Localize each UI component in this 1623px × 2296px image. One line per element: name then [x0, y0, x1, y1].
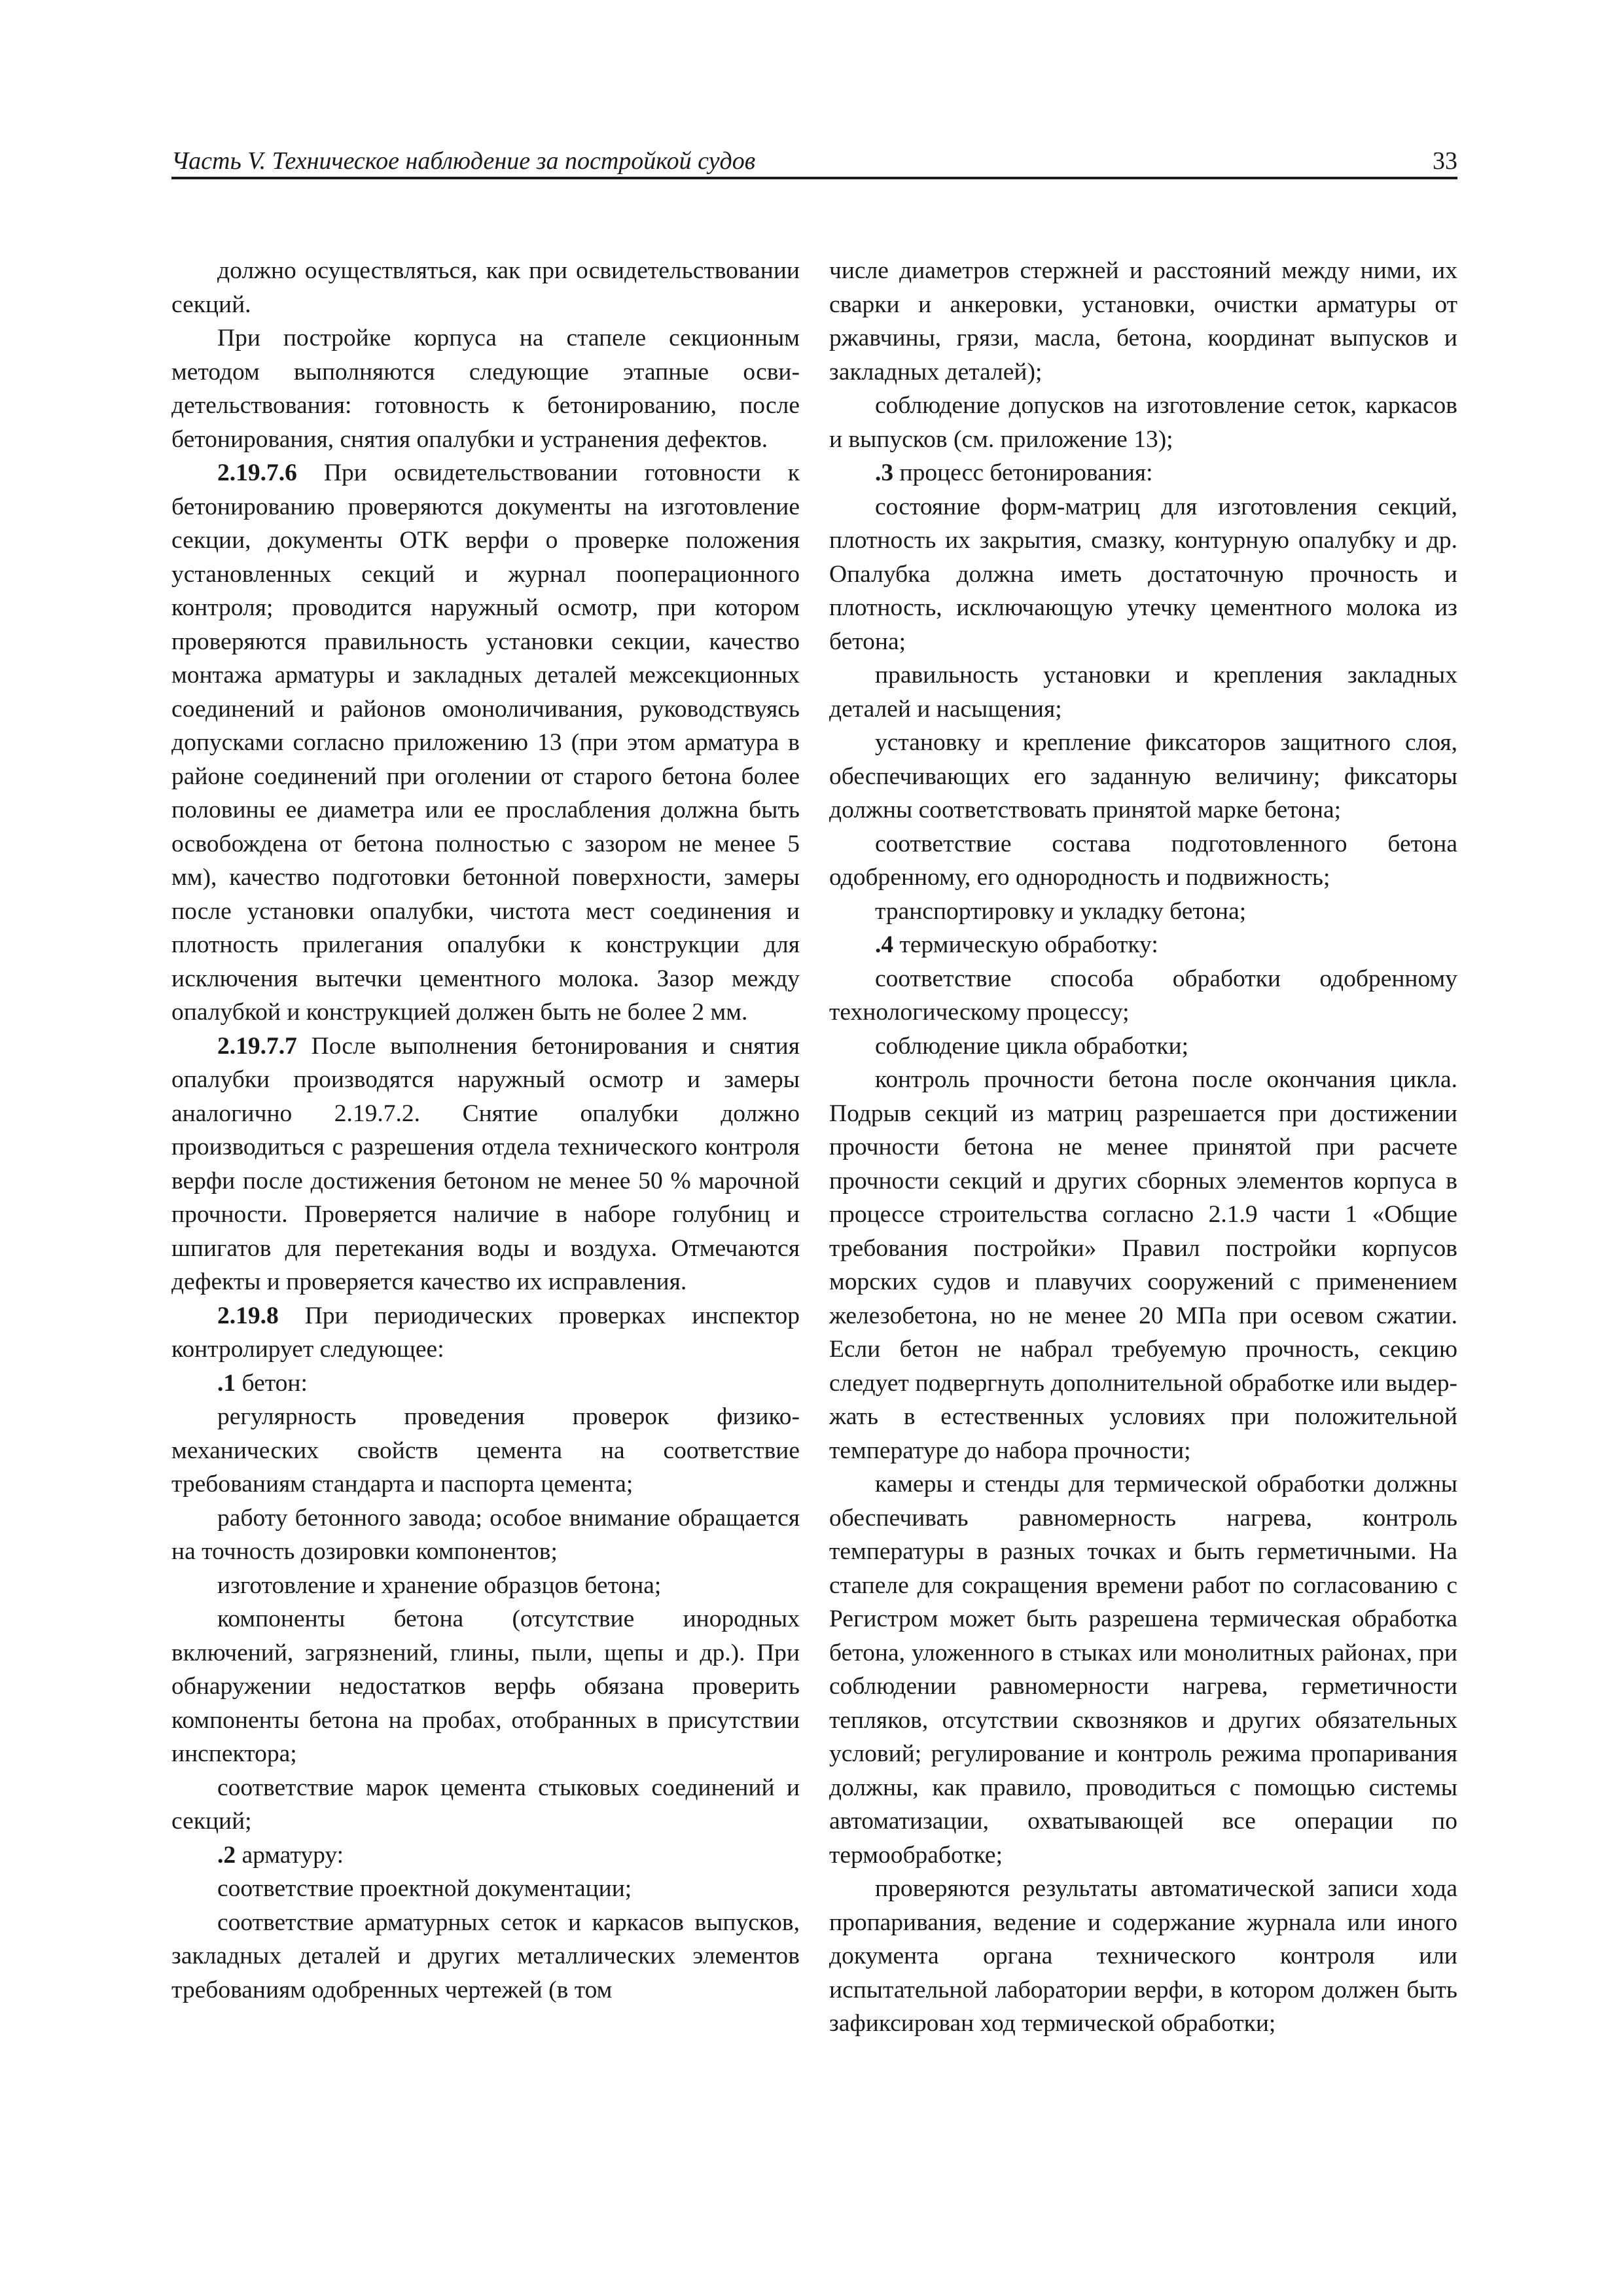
paragraph	[171, 1602, 800, 1771]
clause-number: .3	[875, 459, 894, 486]
paragraph-text: соответствие арматурных сеток и каркасов выпусков, закладных деталей и других металлических элементов требованиям одобренных чертежей (в том	[171, 1909, 800, 2003]
paragraph	[171, 456, 800, 1030]
clause-number: .4	[875, 931, 894, 958]
paragraph	[829, 827, 1457, 895]
paragraph	[171, 1906, 800, 2007]
paragraph	[829, 1030, 1457, 1064]
paragraph	[829, 1467, 1457, 1872]
running-header	[171, 145, 1457, 177]
page-number: 33	[1433, 147, 1457, 175]
paragraph-text: изготовление и хранение образцов бетона;	[217, 1571, 662, 1599]
paragraph-text: соблюдение допусков на изготовление сеток, каркасов и выпусков (см. приложение 13);	[829, 392, 1457, 453]
header-title: Часть V. Техническое наблюдение за постройкой судов	[171, 147, 756, 175]
paragraph	[171, 1030, 800, 1299]
paragraph-text: соответствие проектной документации;	[217, 1875, 632, 1902]
paragraph-text: установку и крепление фиксаторов защитного слоя, обеспечивающих его заданную величину; фиксаторы должны соответствовать принятой марке бетона;	[829, 729, 1457, 823]
paragraph-text: проверяются результаты автоматической записи хода пропаривания, ведение и содержание журнала или иного документа органа технического контроля или испытательной лаборатории верфи, в котором должен быть зафиксирован ход термической обработки;	[829, 1875, 1457, 2037]
paragraph	[171, 254, 800, 321]
right-column	[829, 254, 1457, 2041]
left-column	[171, 254, 800, 2007]
paragraph	[829, 490, 1457, 659]
paragraph-text: работу бетонного завода; особое внимание обращается на точность дозировки компонентов;	[171, 1504, 800, 1565]
clause-number: 2.19.7.6	[217, 459, 297, 486]
clause-number: 2.19.8	[217, 1302, 279, 1329]
paragraph	[829, 456, 1457, 490]
paragraph-text: должно осуществляться, как при освидетельствовании секций.	[171, 257, 800, 318]
paragraph	[829, 1872, 1457, 2041]
paragraph	[829, 254, 1457, 389]
paragraph	[171, 1299, 800, 1367]
paragraph-text: камеры и стенды для термической обработки должны обеспечивать равномерность нагрева, контроль температуры в разных точках и быть герметичными. На стапеле для сокращения времени работ по согласованию с Регистром может быть разрешена термическая обработка бетона, уложенного в стыках или монолитных районах, при соблюдении равномерности нагрева, герметичности тепляков, отсутствии сквозняков и других обязательных условий; регулирование и контроль режима пропаривания должны, как правило, проводиться с помощью системы автоматизации, охватывающей все операции по термообработке;	[829, 1471, 1457, 1869]
paragraph	[171, 1367, 800, 1401]
paragraph-text: соблюдение цикла обработки;	[875, 1032, 1188, 1060]
paragraph-text: состояние форм-матриц для изготовления секций, плотность их закрытия, смазку, контурную опалубку и др. Опалубка должна иметь достаточную прочность и плотность, исключающую утечку цементного молока из бетона;	[829, 493, 1457, 655]
paragraph-text: При постройке корпуса на стапеле секционным методом выполняются следующие этапные освидетельствования: готовность к бетонированию, после бетонирования, снятия опалубки и устранения дефектов.	[171, 325, 800, 453]
paragraph	[171, 1872, 800, 1906]
paragraph	[171, 1771, 800, 1839]
paragraph-text: При периодических проверках инспектор контролирует следующее:	[171, 1302, 800, 1363]
paragraph-text: термическую обработку:	[893, 931, 1158, 958]
paragraph-text: При освидетельствовании готовности к бетонированию проверяются документы на изготовление секции, документы ОТК верфи о проверке положения установленных секций и журнал пооперационного контроля; проводится наружный осмотр, при котором проверяются правильность установки секции, качество монтажа арматуры и закладных деталей межсекционных соединений и районов омоноличивания, руководствуясь допусками согласно приложению 13 (при этом арматура в районе соединений при оголении от старого бетона более половины ее диаметра или ее прослабления должна быть освобождена от бетона полностью с зазором не менее 5 мм), качество подготовки бетонной поверхности, замеры после установки опалубки, чистота мест соединения и плотность прилегания опалубки к конструкции для исключения вытечки цементного молока. Зазор между опалубкой и конструкцией должен быть не более 2 мм.	[171, 459, 800, 1026]
header-rule	[171, 177, 1457, 179]
paragraph-text: правильность установки и крепления закладных деталей и насыщения;	[829, 662, 1457, 723]
paragraph	[829, 895, 1457, 929]
paragraph-text: регулярность проведения проверок физико-механических свойств цемента на соответствие требованиям стандарта и паспорта цемента;	[171, 1403, 800, 1498]
paragraph-text: арматуру:	[236, 1841, 344, 1869]
paragraph	[829, 658, 1457, 726]
paragraph-text: числе диаметров стержней и расстояний между ними, их сварки и анкеровки, установки, очистки арматуры от ржавчины, грязи, масла, бетона, координат выпусков и закладных деталей);	[829, 257, 1457, 386]
paragraph-text: транспортировку и укладку бетона;	[875, 897, 1247, 925]
paragraph-text: соответствие состава подготовленного бетона одобренному, его однородность и подвижность;	[829, 830, 1457, 891]
paragraph	[829, 928, 1457, 962]
paragraph	[171, 1569, 800, 1603]
paragraph	[829, 726, 1457, 827]
paragraph-text: компоненты бетона (отсутствие инородных включений, загрязнений, глины, пыли, щепы и др.). При обнаружении недостатков верфь обязана проверить компоненты бетона на пробах, отобранных в присутствии инспектора;	[171, 1605, 800, 1767]
paragraph-text: процесс бетонирования:	[893, 459, 1153, 486]
paragraph	[171, 1400, 800, 1501]
paragraph	[171, 321, 800, 456]
clause-number: .1	[217, 1369, 236, 1397]
paragraph-text: контроль прочности бетона после окончания цикла. Подрыв секций из матриц разрешается при достижении прочности бетона не менее принятой при расчете прочности секций и других сборных элементов корпуса в процессе строительства согласно 2.1.9 части 1 «Общие требования постройки» Правил постройки корпусов морских судов и плавучих сооружений с применением железобетона, но не менее 20 МПа при осевом сжатии. Если бетон не набрал требуемую прочность, секцию следует подвергнуть дополнительной обработке или выдержать в естественных условиях при положительной температуре до набора прочности;	[829, 1066, 1457, 1464]
paragraph	[171, 1839, 800, 1873]
paragraph-text: После выполнения бетонирования и снятия опалубки производятся наружный осмотр и замеры аналогично 2.19.7.2. Снятие опалубки должно производиться с разрешения отдела технического контроля верфи после достижения бетоном не менее 50 % марочной прочности. Проверяется наличие в наборе голубниц и шпигатов для перетекания воды и воздуха. Отмечаются дефекты и проверяется качество их исправления.	[171, 1032, 800, 1295]
clause-number: .2	[217, 1841, 236, 1869]
paragraph	[829, 962, 1457, 1030]
paragraph	[829, 1063, 1457, 1467]
clause-number: 2.19.7.7	[217, 1032, 297, 1060]
paragraph	[829, 389, 1457, 456]
paragraph	[171, 1501, 800, 1569]
paragraph-text: соответствие способа обработки одобренному технологическому процессу;	[829, 965, 1457, 1026]
paragraph-text: бетон:	[236, 1369, 308, 1397]
paragraph-text: соответствие марок цемента стыковых соединений и секций;	[171, 1774, 800, 1835]
